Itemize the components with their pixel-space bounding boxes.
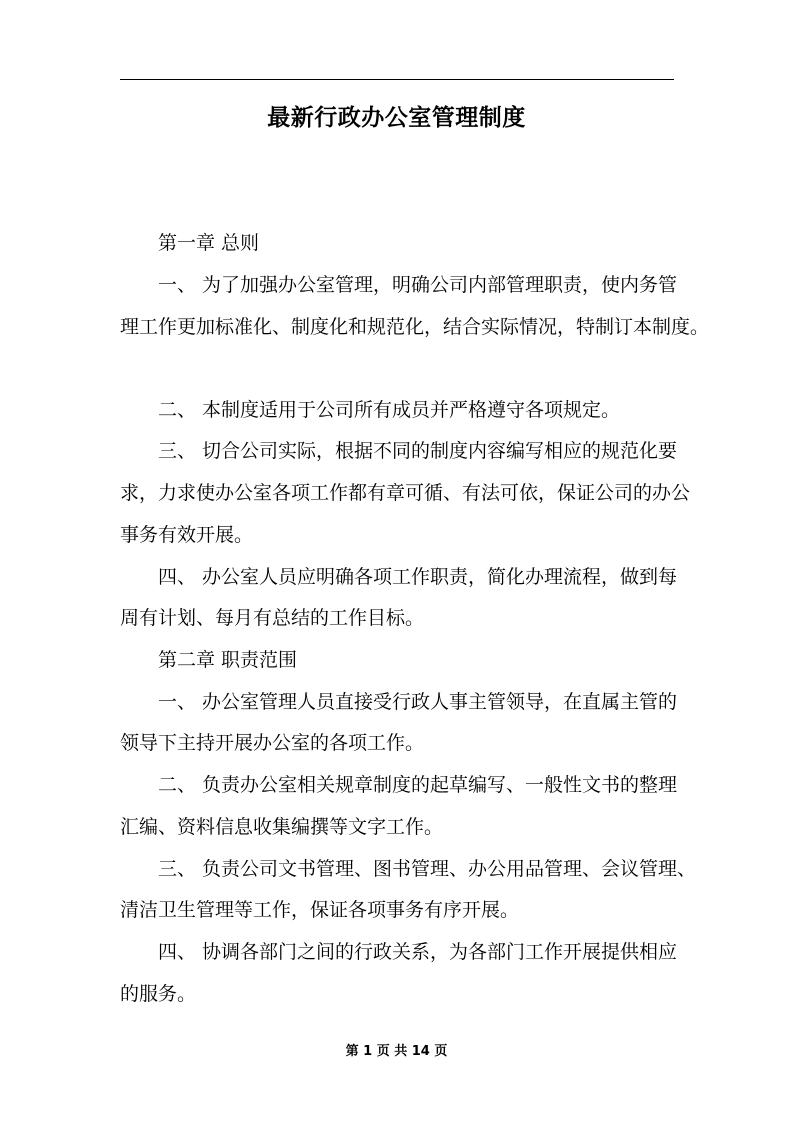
paragraph-line: 领导下主持开展办公室的各项工作。: [120, 732, 425, 754]
paragraph-line: 清洁卫生管理等工作，保证各项事务有序开展。: [120, 899, 520, 921]
paragraph-line: 事务有效开展。: [120, 524, 254, 546]
page-number-footer: 第 1 页 共 14 页: [345, 1044, 448, 1059]
paragraph-line: 理工作更加标准化、制度化和规范化，结合实际情况，特制订本制度。: [120, 316, 710, 338]
chapter-heading: 第一章 总则: [158, 232, 260, 254]
paragraph-line: 二、 负责办公室相关规章制度的起草编写、一般性文书的整理: [158, 774, 678, 796]
paragraph-line: 四、 协调各部门之间的行政关系，为各部门工作开展提供相应: [158, 941, 678, 963]
paragraph-line: 四、 办公室人员应明确各项工作职责，简化办理流程，做到每: [158, 566, 678, 588]
header-rule: [120, 79, 674, 80]
paragraph-line: 周有计划、每月有总结的工作目标。: [120, 607, 425, 629]
paragraph-line: 的服务。: [120, 983, 197, 1005]
paragraph-line: 二、 本制度适用于公司所有成员并严格遵守各项规定。: [158, 399, 621, 421]
paragraph-line: 汇编、资料信息收集编撰等文字工作。: [120, 816, 444, 838]
chapter-heading: 第二章 职责范围: [158, 649, 298, 671]
paragraph-line: 一、 为了加强办公室管理，明确公司内部管理职责，使内务管: [158, 274, 678, 296]
paragraph-line: 三、 负责公司文书管理、图书管理、办公用品管理、会议管理、: [158, 858, 697, 880]
paragraph-line: 三、 切合公司实际，根据不同的制度内容编写相应的规范化要: [158, 440, 678, 462]
paragraph-line: 一、 办公室管理人员直接受行政人事主管领导，在直属主管的: [158, 691, 678, 713]
paragraph-line: 求，力求使办公室各项工作都有章可循、有法可依，保证公司的办公: [120, 482, 691, 504]
document-title: 最新行政办公室管理制度: [267, 105, 526, 131]
